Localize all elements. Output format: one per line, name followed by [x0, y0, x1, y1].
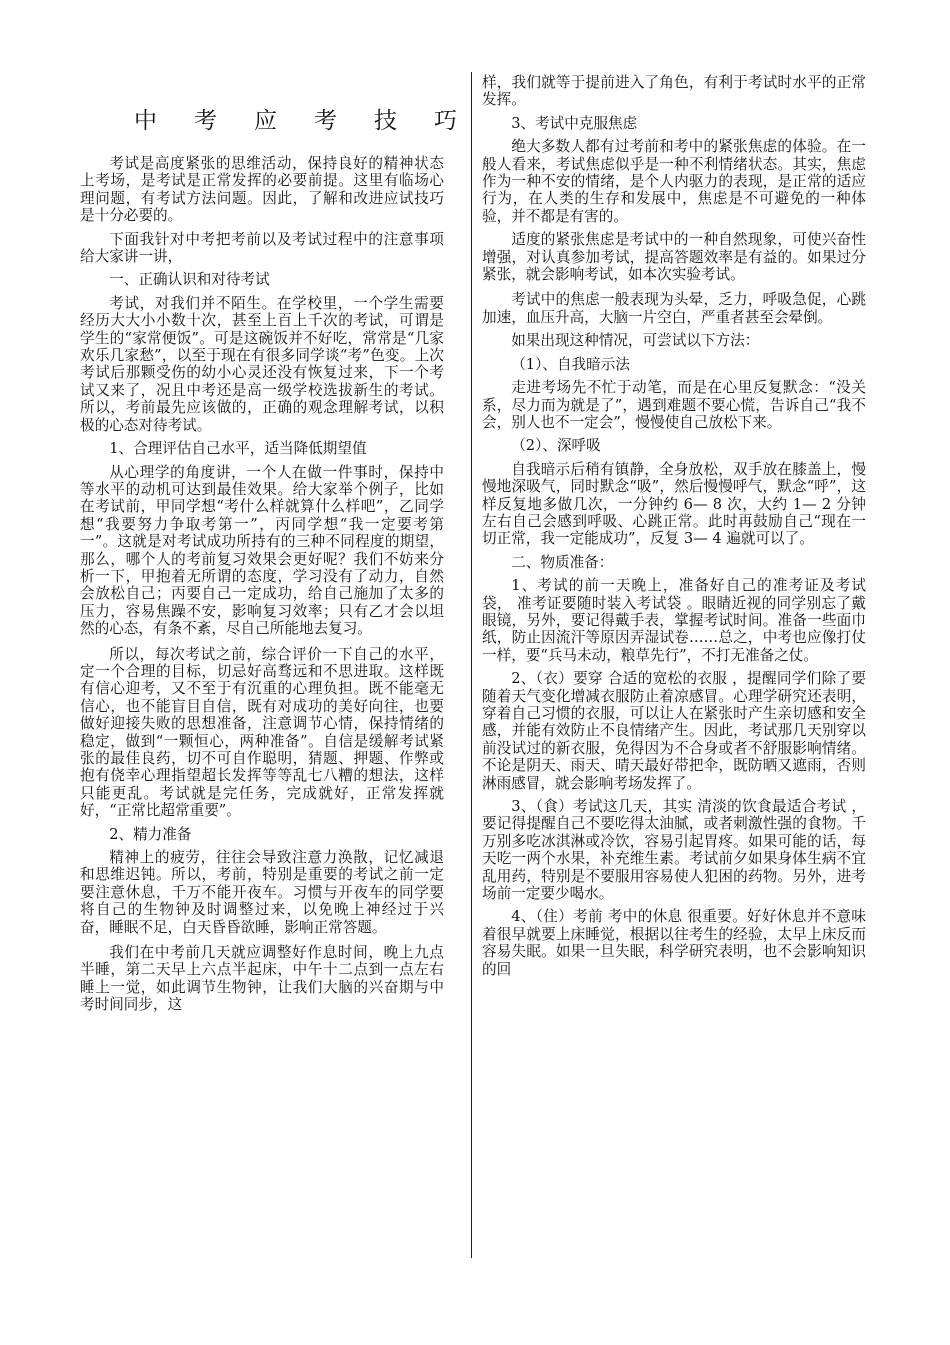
- paragraph-continued: 样，我们就等于提前进入了角色，有利于考试时水平的正常发挥。: [482, 74, 866, 109]
- paragraph-lead: 下面我针对中考把考前以及考试过程中的注意事项给大家讲一讲，: [80, 230, 444, 266]
- section-heading: 一、正确认识和对待考试: [109, 271, 270, 289]
- paragraph: 4、（住）考前 考中的休息 很重要。好好休息并不意味着很早就要上床睡觉，根据以往考生的经验，太早上床反而容易失眠。如果一旦失眠，科学研究表明，也不会影响知识的回: [482, 908, 866, 978]
- paragraph: 精神上的疲劳，往往会导致注意力涣散，记忆减退和思维迟钝。所以，考前，特别是重要的考试之前一定要注意休息，千万不能开夜车。习惯与开夜车的同学要将自己的生物钟及时调整过来，以免晚上神经过于兴奋，睡眠不足，白天昏昏欲睡，影响正常答题。: [80, 849, 444, 936]
- paragraph: 适度的紧张焦虑是考试中的一种自然现象，可使兴奋性增强，对认真参加考试，提高答题效率是有益的。如果过分紧张，就会影响考试，如本次实验考试。: [482, 231, 866, 284]
- paragraph: 从心理学的角度讲，一个人在做一件事时，保持中等水平的动机可达到最佳效果。给大家举个例子，比如在考试前，甲同学想“考什么样就算什么样吧”，乙同学想“我要努力争取考第一”，丙同学想“我一定要考第一”。这就是对考试成功所持有的三种不同程度的期望，那么，哪个人的考前复习效果会更好呢？我们不妨来分析一下，甲抱着无所谓的态度，学习没有了动力，自然会放松自己；丙要自己一定成功，给自己施加了太多的压力，容易焦躁不安，影响复习效率；只有乙才会以坦然的心态，有条不紊，尽自己所能地去复习。: [80, 463, 444, 638]
- paragraph: 2、（衣）要穿 合适的宽松的衣服 ，提醒同学们除了要随着天气变化增减衣服防止着凉感冒。心理学研究还表明，穿着自己习惯的衣服，可以让人在紧张时产生亲切感和安全感，并能有效防止不良情绪产生。因此，考试那几天别穿以前没试过的新衣服，免得因为不合身或者不舒服影响情绪。不论是阴天、雨天、晴天最好带把伞，既防晒又遮雨，否则淋雨感冒，就会影响考场发挥了。: [482, 670, 866, 792]
- paragraph: 考试中的焦虑一般表现为头晕，乏力，呼吸急促，心跳加速，血压升高，大脑一片空白，严重者甚至会晕倒。: [482, 291, 866, 326]
- page-title: 中考应考技巧: [134, 108, 494, 134]
- method-heading: （2）、深呼吸: [511, 437, 601, 455]
- subsection-heading: 3、考试中克服焦虑: [511, 114, 638, 132]
- paragraph: 3、（食）考试这几天，其实 清淡的饮食最适合考试 ，要记得提醒自己不要吃得太油腻，或者刺激性强的食物。千万别多吃冰淇淋或冷饮，容易引起胃疼。如果可能的话，每天吃一两个水果，补充维生素。考试前夕如果身体生病不宜乱用药，特别是不要服用容易使人犯困的药物。另外，进考场前一定要少喝水。: [482, 798, 866, 903]
- paragraph: 绝大多数人都有过考前和考中的紧张焦虑的体验。在一般人看来，考试焦虑似乎是一种不利情绪状态。其实，焦虑作为一种不安的情绪，是个人内驱力的表现，是正常的适应行为，在人类的生存和发展中，焦虑是不可避免的一种体验，并不都是有害的。: [482, 138, 866, 225]
- subsection-heading: 2、精力准备: [109, 825, 192, 843]
- subsection-heading: 1、合理评估自己水平，适当降低期望值: [109, 440, 367, 458]
- paragraph: 我们在中考前几天就应调整好作息时间，晚上九点半睡，第二天早上六点半起床，中午十二点到一点左右睡上一觉，如此调节生物钟，让我们大脑的兴奋期与中考时间同步，这: [80, 944, 444, 1014]
- paragraph: 考试，对我们并不陌生。在学校里，一个学生需要经历大大小小数十次，甚至上百上千次的考试，可谓是学生的“家常便饭”。可是这碗饭并不好吃，常常是“几家欢乐几家愁”，以至于现在有很多同学谈“考”色变。上次考试后那颗受伤的幼小心灵还没有恢复过来，下一个考试又来了，况且中考还是高一级学校选拔新生的考试。所以，考前最先应该做的，正确的观念理解考试，以积极的心态对待考试。: [80, 294, 444, 434]
- paragraph: 1、考试的前一天晚上，准备好自己的准考证及考试袋， 准考证要随时装入考试袋 。眼睛近视的同学别忘了戴眼镜，另外，要记得戴手表，掌握考试时间。准备一些面巾纸，防止因流汗等原因弄湿试卷……总之，中考也应像打仗一样，要“兵马未动，粮草先行”，不打无准备之仗。: [482, 577, 866, 664]
- column-divider: [471, 72, 472, 1258]
- paragraph: 走进考场先不忙于动笔，而是在心里反复默念：“没关系，尽力而为就是了”，遇到难题不要心慌，告诉自己“我不会，别人也不一定会”，慢慢使自己放松下来。: [482, 379, 866, 431]
- paragraph-intro: 考试是高度紧张的思维活动，保持良好的精神状态上考场，是考试是正常发挥的必要前提。这里有临场心理问题，有考试方法问题。因此，了解和改进应试技巧是十分必要的。: [80, 155, 444, 225]
- right-column: [482, 0, 866, 978]
- method-heading: （1）、自我暗示法: [511, 355, 630, 373]
- paragraph: 自我暗示后稍有镇静，全身放松，双手放在膝盖上，慢慢地深吸气，同时默念“吸”，然后慢慢呼气，默念“呼”，这样反复地多做几次，一分钟约 6— 8 次，大约 1— 2 分钟左右自己会感到呼吸、心跳正常。此时再鼓励自己“现在一切正常，我一定能成功”，反复 3— 4 遍就可以了。: [482, 460, 866, 548]
- section-heading: 二、物质准备：: [511, 553, 614, 571]
- paragraph: 所以，每次考试之前，综合评价一下自己的水平，定一个合理的目标，切忌好高骛远和不思进取。这样既有信心迎考，又不至于有沉重的心理负担。既不能毫无信心，也不能盲目自信，既有对成功的美好向往，也要做好迎接失败的思想准备，注意调节心情，保持情绪的稳定，做到“一颗恒心，两种准备”。自信是缓解考试紧张的最佳良药，切不可自作聪明，猜题、押题、作弊或抱有侥幸心理指望超长发挥等等乱七八糟的想法，这样只能更乱。考试就是完任务，完成就好，正常发挥就好，“正常比超常重要”。: [80, 645, 444, 820]
- left-column: [80, 0, 444, 1014]
- paragraph: 如果出现这种情况，可尝试以下方法：: [511, 332, 760, 350]
